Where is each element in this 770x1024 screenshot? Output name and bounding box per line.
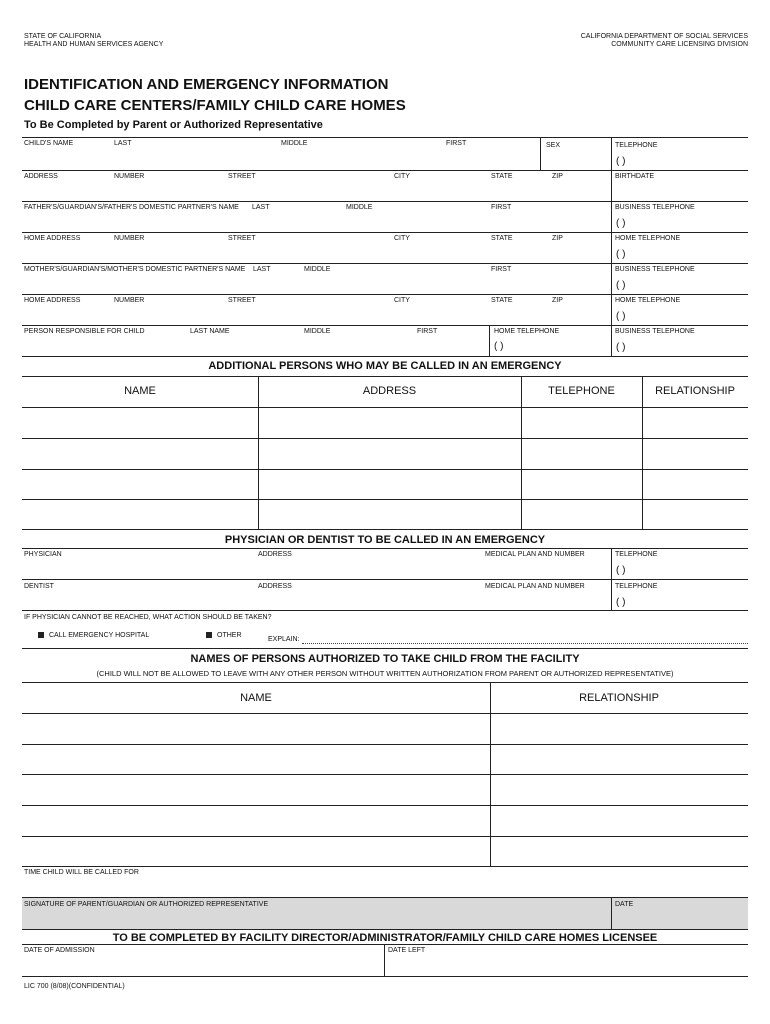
department-name: CALIFORNIA DEPARTMENT OF SOCIAL SERVICES [580, 33, 748, 40]
agency-name: HEALTH AND HUMAN SERVICES AGENCY [24, 41, 164, 48]
number-label: NUMBER [114, 173, 145, 180]
phone-parens: ( ) [616, 249, 626, 260]
first-label: FIRST [491, 204, 512, 211]
phone-parens: ( ) [616, 311, 626, 322]
rule [22, 682, 748, 683]
authorized-note: (CHILD WILL NOT BE ALLOWED TO LEAVE WITH ANY OTHER PERSON WITHOUT WRITTEN AUTHORIZATION FROM PARENT OR AUTHORIZED REPRESENTATIVE) [96, 669, 674, 678]
first-label: FIRST [446, 140, 467, 147]
col-address: ADDRESS [362, 385, 417, 397]
rule [22, 713, 748, 714]
date-of-admission-label: DATE OF ADMISSION [24, 947, 95, 954]
form-title-line2: CHILD CARE CENTERS/FAMILY CHILD CARE HOMES [24, 97, 406, 114]
rule [22, 929, 748, 930]
phone-parens: ( ) [494, 341, 504, 352]
state-label: STATE [491, 297, 513, 304]
state-label: STATE [491, 173, 513, 180]
middle-label: MIDDLE [346, 204, 373, 211]
rule [22, 469, 748, 470]
rule [22, 836, 748, 837]
number-label: NUMBER [114, 235, 145, 242]
last-label: LAST [253, 266, 271, 273]
first-label: FIRST [491, 266, 512, 273]
medical-plan-label: MEDICAL PLAN AND NUMBER [485, 583, 585, 590]
rule [22, 407, 748, 408]
emergency-contacts-heading: ADDITIONAL PERSONS WHO MAY BE CALLED IN AN EMERGENCY [208, 360, 562, 372]
business-telephone-label: BUSINESS TELEPHONE [615, 266, 695, 273]
agency-state: STATE OF CALIFORNIA [24, 33, 102, 40]
column-divider [258, 376, 259, 529]
childs-name-label: CHILD'S NAME [24, 140, 74, 147]
form-title-line1: IDENTIFICATION AND EMERGENCY INFORMATION [24, 76, 389, 93]
call-hospital-label: CALL EMERGENCY HOSPITAL [49, 632, 150, 639]
rule [22, 579, 748, 580]
rule [22, 866, 748, 867]
rule [22, 232, 748, 233]
father-name-label: FATHER'S/GUARDIAN'S/FATHER'S DOMESTIC PARTNER'S NAME [24, 204, 239, 211]
zip-label: ZIP [552, 297, 563, 304]
phone-parens: ( ) [616, 597, 626, 608]
last-label: LAST [114, 140, 132, 147]
date-left-label: DATE LEFT [388, 947, 426, 954]
sex-label: SEX [546, 142, 561, 149]
street-label: STREET [228, 235, 256, 242]
first-label: FIRST [417, 328, 438, 335]
rule [22, 499, 748, 500]
call-hospital-option[interactable] [38, 632, 149, 639]
dentist-label: DENTIST [24, 583, 54, 590]
street-label: STREET [228, 297, 256, 304]
address-label: ADDRESS [24, 173, 58, 180]
number-label: NUMBER [114, 297, 145, 304]
home-address-label: HOME ADDRESS [24, 235, 81, 242]
rule [22, 201, 748, 202]
rule [22, 648, 748, 649]
column-divider [611, 897, 612, 929]
city-label: CITY [394, 297, 410, 304]
telephone-label: TELEPHONE [615, 583, 658, 590]
last-label: LAST [252, 204, 270, 211]
physician-label: PHYSICIAN [24, 551, 62, 558]
rule [22, 294, 748, 295]
rule [22, 438, 748, 439]
sex-divider [540, 137, 541, 170]
medical-plan-label: MEDICAL PLAN AND NUMBER [485, 551, 585, 558]
phone-parens: ( ) [616, 156, 626, 167]
middle-label: MIDDLE [281, 140, 308, 147]
state-label: STATE [491, 235, 513, 242]
last-name-label: LAST NAME [190, 328, 230, 335]
rule [22, 376, 748, 377]
home-tel-divider [489, 325, 490, 356]
home-address-label: HOME ADDRESS [24, 297, 81, 304]
phone-parens: ( ) [616, 280, 626, 291]
date-label: DATE [615, 901, 634, 908]
explain-field[interactable] [302, 643, 748, 644]
phone-parens: ( ) [616, 218, 626, 229]
city-label: CITY [394, 235, 410, 242]
rule [22, 170, 748, 171]
home-telephone-label: HOME TELEPHONE [494, 328, 560, 335]
rule [22, 805, 748, 806]
zip-label: ZIP [552, 173, 563, 180]
col-name: NAME [240, 692, 272, 704]
checkbox-icon[interactable] [206, 632, 212, 638]
phone-parens: ( ) [616, 565, 626, 576]
rule [22, 774, 748, 775]
street-label: STREET [228, 173, 256, 180]
explain-label: EXPLAIN: [268, 636, 300, 643]
business-telephone-label: BUSINESS TELEPHONE [615, 204, 695, 211]
col-name: NAME [124, 385, 156, 397]
rule [22, 263, 748, 264]
col-telephone: TELEPHONE [548, 385, 615, 397]
business-telephone-label: BUSINESS TELEPHONE [615, 328, 695, 335]
rule [22, 610, 748, 611]
rule [22, 137, 748, 138]
home-telephone-label: HOME TELEPHONE [615, 297, 681, 304]
rule [22, 325, 748, 326]
col-relationship: RELATIONSHIP [579, 692, 659, 704]
phone-parens: ( ) [616, 342, 626, 353]
signature-label: SIGNATURE OF PARENT/GUARDIAN OR AUTHORIZED REPRESENTATIVE [24, 901, 269, 908]
column-divider [611, 548, 612, 610]
rule [22, 944, 748, 945]
city-label: CITY [394, 173, 410, 180]
column-divider [642, 376, 643, 529]
division-name: COMMUNITY CARE LICENSING DIVISION [611, 41, 748, 48]
authorized-heading: NAMES OF PERSONS AUTHORIZED TO TAKE CHILD FROM THE FACILITY [190, 653, 580, 665]
time-called-label: TIME CHILD WILL BE CALLED FOR [24, 869, 139, 876]
form-id: LIC 700 (8/08)(CONFIDENTIAL) [24, 983, 125, 990]
other-option[interactable] [206, 632, 242, 639]
middle-label: MIDDLE [304, 328, 331, 335]
column-divider [521, 376, 522, 529]
home-telephone-label: HOME TELEPHONE [615, 235, 681, 242]
form-subtitle: To Be Completed by Parent or Authorized Representative [24, 119, 323, 131]
col-relationship: RELATIONSHIP [655, 385, 735, 397]
other-label: OTHER [217, 632, 242, 639]
director-heading: TO BE COMPLETED BY FACILITY DIRECTOR/ADMINISTRATOR/FAMILY CHILD CARE HOMES LICENSEE [112, 932, 658, 944]
rule [22, 976, 748, 977]
rule [22, 548, 748, 549]
address-label: ADDRESS [258, 583, 292, 590]
rule [22, 529, 748, 530]
column-divider [384, 944, 385, 976]
address-label: ADDRESS [258, 551, 292, 558]
zip-label: ZIP [552, 235, 563, 242]
physician-heading: PHYSICIAN OR DENTIST TO BE CALLED IN AN EMERGENCY [224, 534, 546, 546]
birthdate-label: BIRTHDATE [615, 173, 655, 180]
mother-name-label: MOTHER'S/GUARDIAN'S/MOTHER'S DOMESTIC PARTNER'S NAME [24, 266, 246, 273]
rule [22, 356, 748, 357]
telephone-label: TELEPHONE [615, 551, 658, 558]
person-responsible-label: PERSON RESPONSIBLE FOR CHILD [24, 328, 145, 335]
checkbox-icon[interactable] [38, 632, 44, 638]
column-divider [611, 137, 612, 356]
rule [22, 744, 748, 745]
telephone-label: TELEPHONE [615, 142, 658, 149]
unreachable-question: IF PHYSICIAN CANNOT BE REACHED, WHAT ACTION SHOULD BE TAKEN? [24, 614, 272, 621]
middle-label: MIDDLE [304, 266, 331, 273]
column-divider [490, 682, 491, 866]
